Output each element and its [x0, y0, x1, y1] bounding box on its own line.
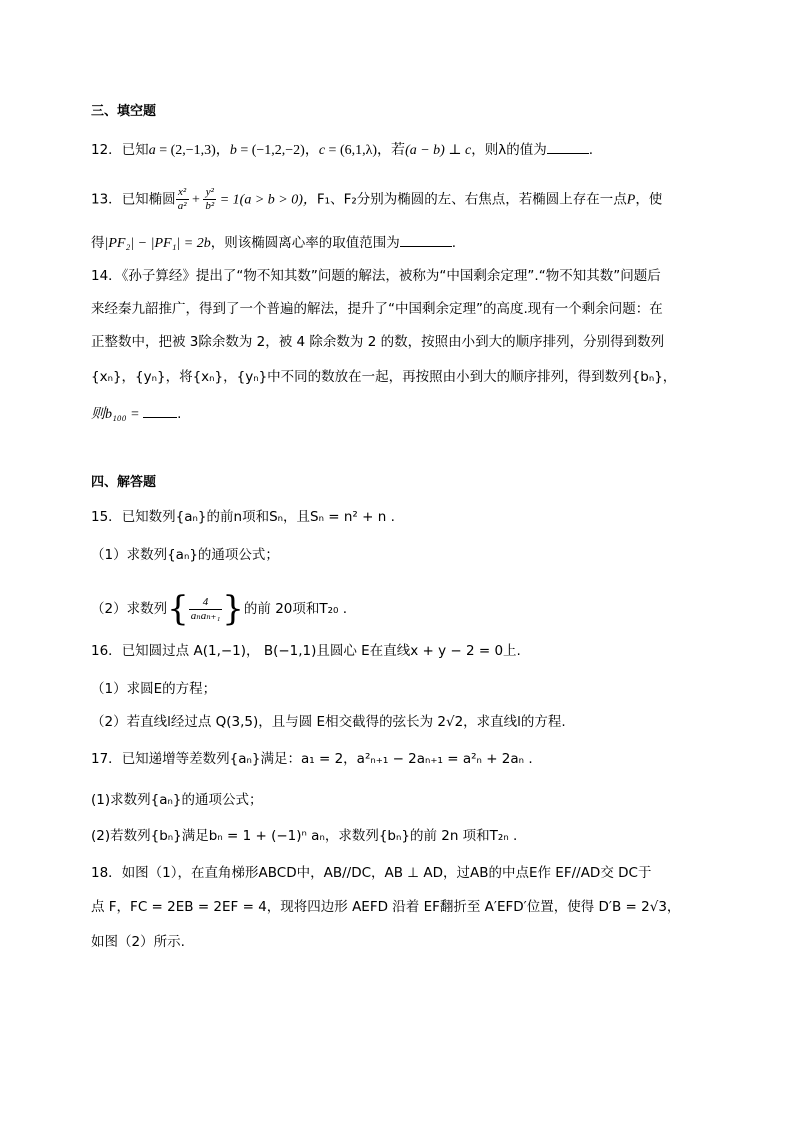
question-17-part-2: (2)若数列{bₙ}满足bₙ = 1 + (−1)ⁿ aₙ，求数列{bₙ}的前 2n 项和T₂ₙ . — [91, 828, 518, 844]
q12-condition: (a − b) ⊥ c — [405, 143, 472, 158]
q18-number: 18． — [91, 865, 122, 881]
q12-number: 12． — [91, 142, 122, 158]
question-12 — [91, 139, 716, 161]
q13-fraction-y — [203, 186, 216, 213]
q13-text-3: ，使 — [635, 191, 663, 208]
question-14-line-1 — [91, 266, 716, 286]
question-17-line-1 — [91, 749, 716, 769]
q13-text-2: F₁、F₂分别为椭圆的左、右焦点，若椭圆上存在一点 — [316, 191, 627, 208]
q17-number: 17． — [91, 751, 122, 767]
q16-text: 已知圆过点 A(1,−1)， B(−1,1)且圆心 E在直线x + y − 2 = 0上. — [121, 643, 521, 659]
question-18-line-3: 如图（2）所示. — [91, 934, 185, 950]
q14-end: . — [177, 406, 182, 422]
question-17-part-1: (1)求数列{aₙ}的通项公式； — [91, 792, 263, 808]
q13-equation: = 1(a > b > 0)， — [216, 192, 317, 208]
q15-fraction-numerator: 4 — [189, 596, 223, 610]
q13-fraction-x — [176, 186, 189, 213]
q15-left-brace: { — [167, 589, 189, 629]
q13-plus: + — [188, 192, 204, 208]
q12-vec-a-value: = (2,−1,3)， — [155, 143, 230, 158]
q14-text-1: 《孙子算经》提出了“物不知其数”问题的解法，被称为“中国剩余定理”.“物不知其数”问题后 — [121, 268, 661, 284]
q13-text-4: 得 — [91, 235, 105, 251]
question-16-part-2: （2）若直线l经过点 Q(3,5)，且与圆 E相交截得的弦长为 2√2，求直线l的方程. — [91, 714, 566, 730]
q12-vec-b: b — [229, 143, 237, 158]
q14-b100: 则b₁₀₀ = — [91, 407, 144, 422]
question-15-part-2 — [91, 589, 716, 629]
question-16-part-1: （1）求圆E的方程； — [91, 681, 217, 697]
section-title-solve: 四、解答题 — [91, 475, 157, 490]
q15-text: 已知数列{aₙ}的前n项和Sₙ，且Sₙ = n² + n . — [121, 509, 395, 525]
q18-text-1: 如图（1），在直角梯形ABCD中，AB//DC，AB ⊥ AD，过AB的中点E作 EF//AD交 DC于 — [121, 865, 652, 881]
q15-part-2-text-2: 的前 20项和T₂₀ . — [243, 601, 348, 617]
q13-fraction-y-denominator: b² — [205, 200, 215, 212]
question-15-part-1: （1）求数列{aₙ}的通项公式； — [91, 547, 279, 563]
question-13-line-1 — [91, 186, 716, 213]
q12-vec-c: c — [318, 143, 326, 158]
question-14-line-2: 来经秦九韶推广，得到了一个普遍的解法，提升了“中国剩余定理”的高度.现有一个剩余问题：在 — [91, 301, 663, 317]
q13-fraction-x-denominator: a² — [177, 200, 187, 212]
q12-vec-c-value: = (6,1,λ)，若 — [325, 143, 406, 158]
q13-fraction-x-numerator: x² — [176, 186, 189, 200]
q12-vec-a: a — [148, 143, 156, 158]
q13-fraction-y-numerator: y² — [203, 186, 216, 200]
question-15-line-1 — [91, 507, 716, 527]
q15-fraction-denominator: aₙaₙ₊₁ — [190, 609, 221, 622]
q12-vec-b-value: = (−1,2,−2)， — [236, 143, 319, 158]
q15-part-2-text-1: （2）求数列 — [91, 601, 168, 617]
q13-text-5: ，则该椭圆离心率的取值范围为 — [210, 235, 400, 251]
q15-number: 15． — [91, 509, 122, 525]
question-18-line-1 — [91, 863, 716, 883]
q12-text-2: ，则λ的值为 — [471, 142, 547, 158]
q15-right-brace: } — [222, 589, 244, 629]
q17-text: 已知递增等差数列{aₙ}满足：a₁ = 2，a²ₙ₊₁ − 2aₙ₊₁ = a²ₙ + 2aₙ . — [121, 751, 533, 767]
q13-text-1: 已知椭圆 — [121, 191, 176, 208]
q14-number: 14． — [91, 268, 122, 284]
question-14-line-4: {xₙ}，{yₙ}，将{xₙ}，{yₙ}中不同的数放在一起，再按照由小到大的顺序排列，得到数列{bₙ}， — [91, 369, 677, 385]
q13-point-p: P — [626, 192, 636, 208]
question-18-line-2: 点 F，FC = 2EB = 2EF = 4，现将四边形 AEFD 沿着 EF翻折至 A′EFD′位置，使得 D′B = 2√3， — [91, 899, 681, 915]
q13-end: . — [451, 235, 457, 251]
question-14-line-3: 正整数中，把被 3除余数为 2，被 4 除余数为 2 的数，按照由小到大的顺序排列，分别得到数列 — [91, 334, 665, 350]
section-title-fill-in: 三、填空题 — [91, 104, 157, 119]
q13-number: 13． — [91, 191, 122, 208]
question-14-line-5 — [91, 403, 716, 425]
question-16-line-1 — [91, 641, 716, 661]
q16-number: 16． — [91, 643, 122, 659]
q12-answer-blank[interactable] — [547, 139, 589, 154]
q12-text-1: 已知 — [121, 142, 149, 158]
q15-fraction — [189, 596, 223, 623]
q12-end: . — [588, 142, 594, 158]
q13-answer-blank[interactable] — [400, 232, 452, 247]
q14-answer-blank[interactable] — [143, 403, 177, 418]
q13-condition: |PF₂| − |PF₁| = 2b — [104, 236, 211, 251]
question-13-line-2 — [91, 232, 716, 254]
